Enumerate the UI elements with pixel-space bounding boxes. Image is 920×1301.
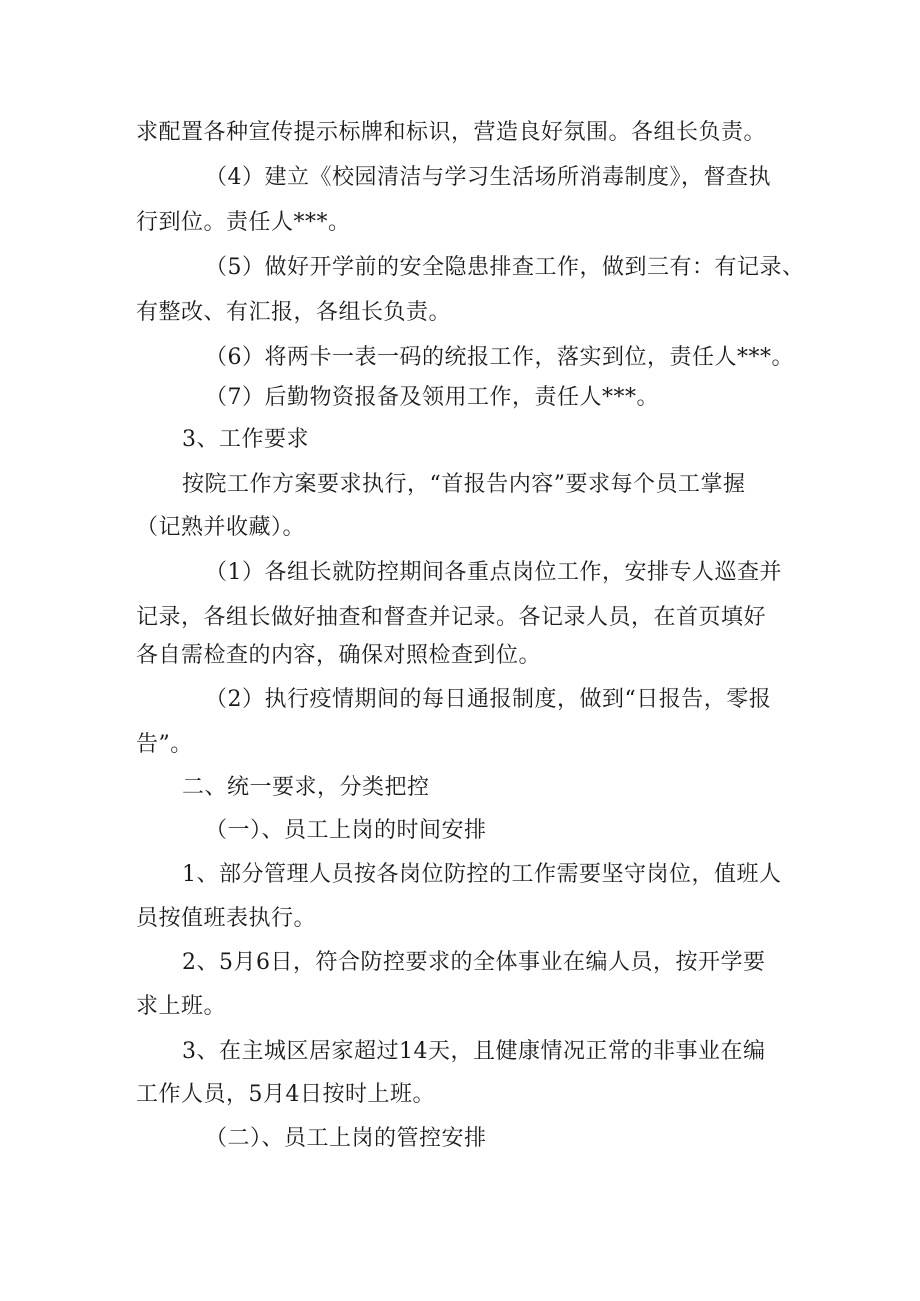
text-line: 1、部分管理人员按各岗位防控的工作需要坚守岗位，值班人 (182, 862, 782, 887)
subsection-heading: （二）、员工上岗的管控安排 (205, 1126, 487, 1151)
text-line: 员按值班表执行。 (136, 906, 317, 931)
text-line: 有整改、有汇报，各组长负责。 (136, 300, 452, 325)
text-line: （4）建立《校园清洁与学习生活场所消毒制度》，督查执 (205, 165, 771, 190)
text-line: 按院工作方案要求执行，“首报告内容”要求每个员工掌握 (182, 472, 746, 497)
text-line: 3、在主城区居家超过14天，且健康情况正常的非事业在编 (182, 1039, 766, 1064)
text-line: 告”。 (136, 732, 193, 757)
section-heading: 二、统一要求，分类把控 (182, 775, 430, 800)
text-line: 工作人员，5月4日按时上班。 (136, 1082, 435, 1107)
text-line: 求上班。 (136, 994, 227, 1019)
text-line: 行到位。责任人***。 (136, 210, 351, 235)
section-heading: 3、工作要求 (182, 427, 309, 452)
text-line: （5）做好开学前的安全隐患排查工作，做到三有：有记录、 (205, 255, 805, 280)
text-line: 2、5月6日，符合防控要求的全体事业在编人员，按开学要 (182, 950, 766, 975)
text-line: （2）执行疫情期间的每日通报制度，做到“日报告，零报 (205, 687, 772, 712)
subsection-heading: （一）、员工上岗的时间安排 (205, 818, 487, 843)
text-line: 各自需检查的内容，确保对照检查到位。 (136, 643, 542, 668)
text-line: 求配置各种宣传提示标牌和标识，营造良好氛围。各组长负责。 (136, 120, 767, 145)
text-line: （记熟并收藏）。 (136, 515, 306, 540)
text-line: （7）后勤物资报备及领用工作，责任人***。 (205, 385, 659, 410)
text-line: （6）将两卡一表一码的统报工作，落实到位，责任人***。 (205, 345, 794, 370)
text-line: （1）各组长就防控期间各重点岗位工作，安排专人巡查并 (205, 560, 782, 585)
text-line: 记录，各组长做好抽查和督查并记录。各记录人员，在首页填好 (136, 605, 767, 630)
